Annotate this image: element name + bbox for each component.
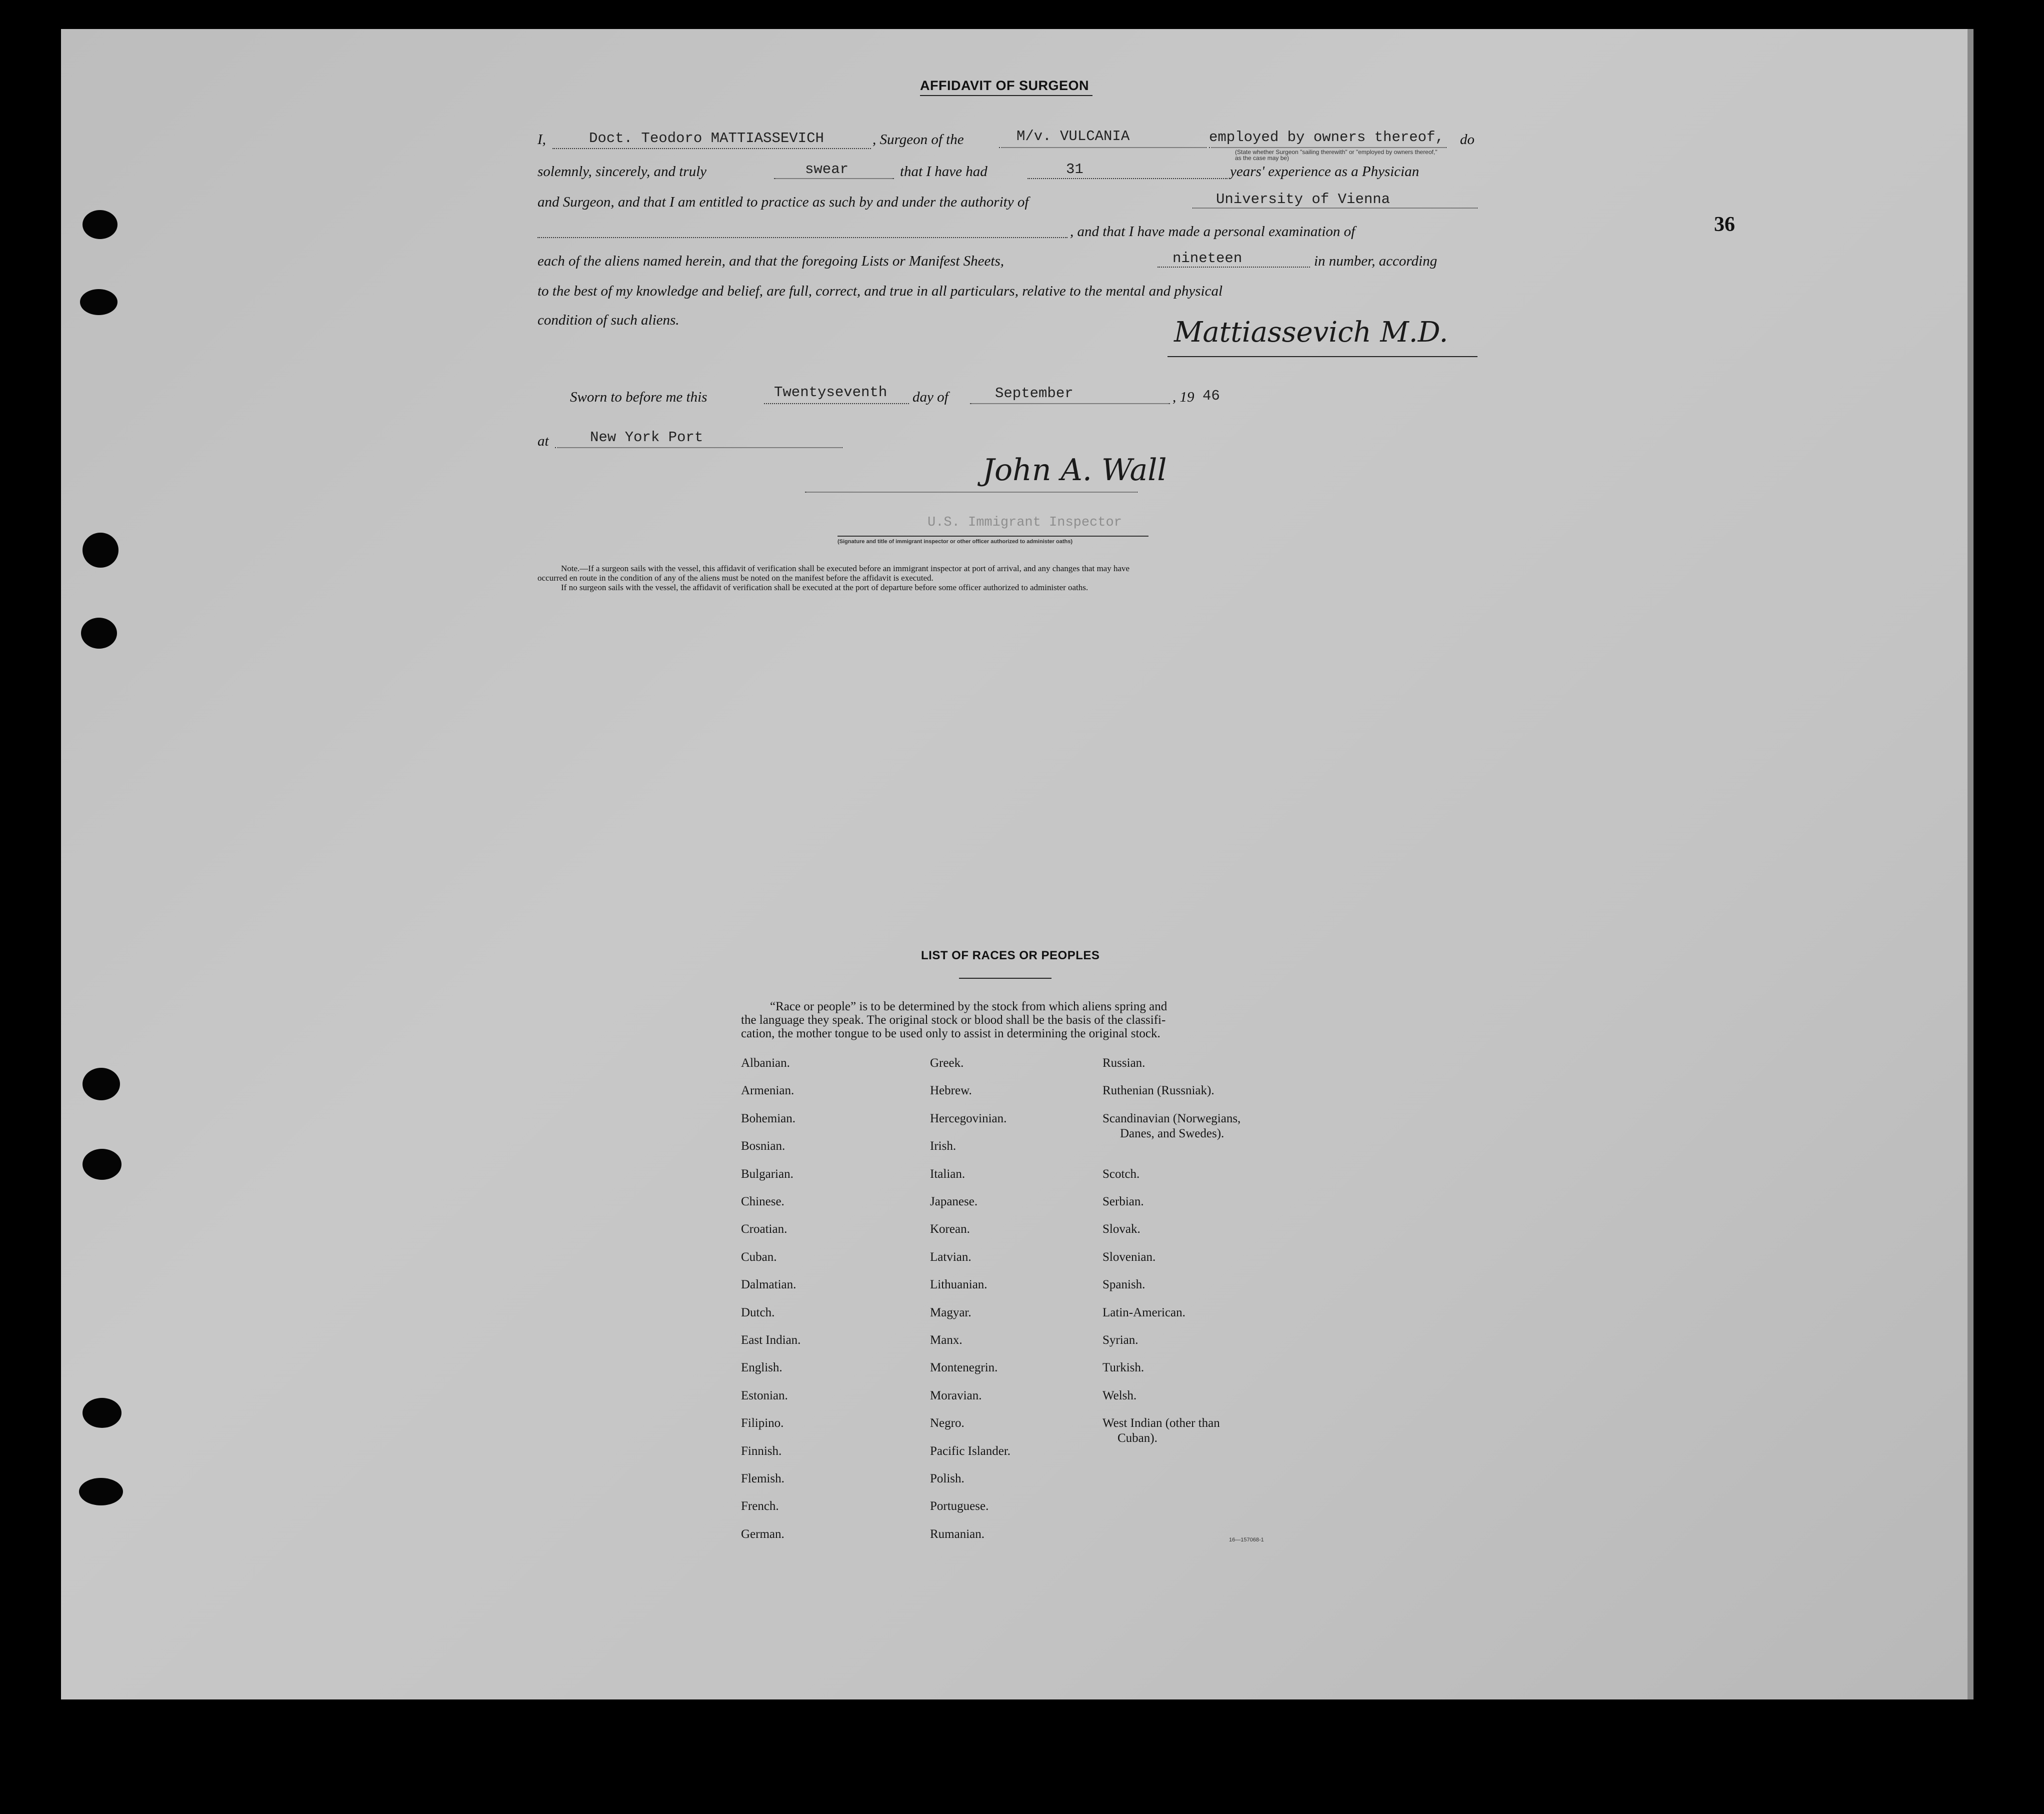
race-item: Italian. bbox=[930, 1167, 966, 1181]
line6: to the best of my knowledge and belief, are full, correct, and true in all particulars, relative to the mental and physical bbox=[538, 283, 1223, 299]
punch-hole bbox=[79, 1478, 123, 1505]
race-item: Latvian. bbox=[930, 1250, 972, 1264]
vessel-line bbox=[999, 147, 1206, 148]
race-item: Hercegovinian. bbox=[930, 1111, 1007, 1125]
race-item: Montenegrin. bbox=[930, 1361, 998, 1375]
race-item: Polish. bbox=[930, 1472, 964, 1485]
line2-suffix: years' experience as a Physician bbox=[1230, 164, 1420, 180]
sworn-month-line bbox=[970, 403, 1170, 404]
manifest-sheets-count: nineteen bbox=[1172, 250, 1242, 267]
sworn-day-line bbox=[764, 403, 909, 404]
at-label: at bbox=[538, 433, 549, 449]
sworn-day-of: day of bbox=[912, 389, 948, 405]
race-item: Cuban. bbox=[741, 1250, 777, 1264]
race-item: Slovenian. bbox=[1102, 1250, 1156, 1264]
sheet-edge bbox=[1968, 29, 1974, 1699]
race-item: Scotch. bbox=[1102, 1167, 1140, 1181]
form-code: 16—157068-1 bbox=[1229, 1537, 1264, 1543]
races-intro-line3: cation, the mother tongue to be used only to assist in determining the original stock. bbox=[741, 1027, 1160, 1040]
document-sheet bbox=[61, 29, 1968, 1699]
race-item: Slovak. bbox=[1102, 1222, 1140, 1236]
sheets-line bbox=[1158, 267, 1310, 268]
punch-hole bbox=[81, 618, 117, 649]
sworn-prefix: Sworn to before me this bbox=[570, 389, 708, 405]
race-item: Negro. bbox=[930, 1416, 964, 1430]
state-note: (State whether Surgeon "sailing therewith" or "employed by owners thereof," as the case may be) bbox=[1235, 149, 1438, 162]
race-item: Pacific Islander. bbox=[930, 1444, 1011, 1458]
note-line1: Note.—If a surgeon sails with the vessel, this affidavit of verification shall be executed before an immigrant inspector at port of arrival, and any changes that may have bbox=[561, 564, 1130, 573]
punch-hole bbox=[82, 210, 118, 239]
race-item: Moravian. bbox=[930, 1388, 982, 1402]
line7: condition of such aliens. bbox=[538, 312, 680, 328]
authority: University of Vienna bbox=[1216, 191, 1390, 208]
inspector-signature-line bbox=[805, 492, 1138, 493]
surgeon-of-label: , Surgeon of the bbox=[872, 132, 964, 148]
punch-hole bbox=[82, 1068, 120, 1100]
race-item: Armenian. bbox=[741, 1084, 794, 1098]
races-intro-line1: “Race or people” is to be determined by the stock from which aliens spring and bbox=[770, 1000, 1168, 1013]
race-item: East Indian. bbox=[741, 1333, 801, 1347]
race-item: Manx. bbox=[930, 1333, 962, 1347]
surgeon-name: Doct. Teodoro MATTIASSEVICH bbox=[589, 130, 824, 147]
race-item: Estonian. bbox=[741, 1388, 788, 1402]
race-item: Cuban). bbox=[1118, 1431, 1158, 1445]
place-line bbox=[555, 447, 842, 448]
line2-mid: that I have had bbox=[900, 164, 988, 180]
inspector-signature: John A. Wall bbox=[982, 453, 1167, 488]
line2-prefix: solemnly, sincerely, and truly bbox=[538, 164, 707, 180]
race-item: Greek. bbox=[930, 1056, 964, 1070]
sworn-year-prefix: , 19 bbox=[1172, 389, 1194, 405]
race-item: Albanian. bbox=[741, 1056, 790, 1070]
race-item: Chinese. bbox=[741, 1195, 784, 1208]
race-item: Flemish. bbox=[741, 1472, 784, 1485]
years-line bbox=[1028, 178, 1228, 179]
race-item: Croatian. bbox=[741, 1222, 788, 1236]
race-item: Russian. bbox=[1102, 1056, 1146, 1070]
race-item: Japanese. bbox=[930, 1195, 978, 1208]
race-item: Lithuanian. bbox=[930, 1278, 988, 1292]
sworn-place: New York Port bbox=[590, 429, 704, 446]
races-title: LIST OF RACES OR PEOPLES bbox=[921, 949, 1100, 962]
employment-status: employed by owners thereof, bbox=[1209, 129, 1444, 146]
authority-line-2 bbox=[538, 237, 1068, 238]
race-item: Korean. bbox=[930, 1222, 970, 1236]
affidavit-title: AFFIDAVIT OF SURGEON bbox=[920, 78, 1089, 93]
punch-hole bbox=[82, 533, 118, 568]
employment-line bbox=[1209, 147, 1446, 148]
race-item: Bulgarian. bbox=[741, 1167, 794, 1181]
race-item: Hebrew. bbox=[930, 1084, 972, 1098]
caption-line bbox=[838, 536, 1148, 537]
punch-hole bbox=[80, 289, 118, 315]
race-item: Finnish. bbox=[741, 1444, 782, 1458]
surgeon-signature-line bbox=[1168, 356, 1478, 357]
race-item: Bohemian. bbox=[741, 1111, 796, 1125]
race-item: English. bbox=[741, 1361, 782, 1375]
race-item: Scandinavian (Norwegians, bbox=[1102, 1111, 1241, 1125]
race-item: Dutch. bbox=[741, 1305, 775, 1319]
signature-caption: (Signature and title of immigrant inspector or other officer authorized to administer oaths) bbox=[838, 539, 1072, 545]
race-item: Welsh. bbox=[1102, 1388, 1137, 1402]
race-item: Rumanian. bbox=[930, 1527, 985, 1541]
line4-suffix: , and that I have made a personal examination of bbox=[1070, 224, 1356, 240]
line1-prefix: I, bbox=[538, 132, 546, 148]
line1-suffix: do bbox=[1460, 132, 1474, 148]
sworn-year: 46 bbox=[1202, 388, 1220, 404]
race-item: Spanish. bbox=[1102, 1278, 1146, 1292]
race-item: Magyar. bbox=[930, 1305, 972, 1319]
race-item: Bosnian. bbox=[741, 1139, 786, 1153]
note-line2: occurred en route in the condition of any of the aliens must be noted on the manifest before the affidavit is executed. bbox=[538, 573, 934, 583]
page-number: 36 bbox=[1714, 213, 1735, 236]
race-item: Portuguese. bbox=[930, 1499, 989, 1513]
surgeon-signature: Mattiassevich M.D. bbox=[1174, 316, 1448, 349]
race-item: French. bbox=[741, 1499, 779, 1513]
authority-line bbox=[1192, 208, 1478, 209]
note-line3: If no surgeon sails with the vessel, the affidavit of verification shall be executed at the port of departure before some officer authorized to administer oaths. bbox=[561, 583, 1088, 592]
race-item: Danes, and Swedes). bbox=[1120, 1126, 1224, 1140]
race-item: Syrian. bbox=[1102, 1333, 1138, 1347]
vessel-name: M/v. VULCANIA bbox=[1016, 128, 1130, 145]
punch-hole bbox=[82, 1398, 122, 1428]
title-underline bbox=[920, 95, 1092, 96]
race-item: German. bbox=[741, 1527, 784, 1541]
race-item: Turkish. bbox=[1102, 1361, 1144, 1375]
race-item: Latin-American. bbox=[1102, 1305, 1186, 1319]
line5-suffix: in number, according bbox=[1314, 253, 1438, 269]
punch-hole bbox=[82, 1149, 122, 1180]
race-item: Dalmatian. bbox=[741, 1278, 796, 1292]
inspector-title-stamp: U.S. Immigrant Inspector bbox=[928, 515, 1122, 530]
line5-prefix: each of the aliens named herein, and that the foregoing Lists or Manifest Sheets, bbox=[538, 253, 1004, 269]
race-item: Ruthenian (Russniak). bbox=[1102, 1084, 1214, 1098]
race-item: Irish. bbox=[930, 1139, 956, 1153]
races-title-rule bbox=[959, 978, 1052, 979]
races-intro-line2: the language they speak. The original stock or blood shall be the basis of the classifi- bbox=[741, 1013, 1166, 1027]
sworn-day: Twentyseventh bbox=[774, 384, 888, 401]
surgeon-name-line bbox=[552, 148, 871, 149]
line3-prefix: and Surgeon, and that I am entitled to practice as such by and under the authority of bbox=[538, 194, 1029, 210]
race-item: Serbian. bbox=[1102, 1195, 1144, 1208]
oath-line bbox=[774, 178, 894, 179]
sworn-month: September bbox=[995, 385, 1074, 402]
race-item: West Indian (other than bbox=[1102, 1416, 1220, 1430]
race-item: Filipino. bbox=[741, 1416, 784, 1430]
oath-type: swear bbox=[805, 161, 849, 178]
years-experience: 31 bbox=[1066, 161, 1084, 178]
